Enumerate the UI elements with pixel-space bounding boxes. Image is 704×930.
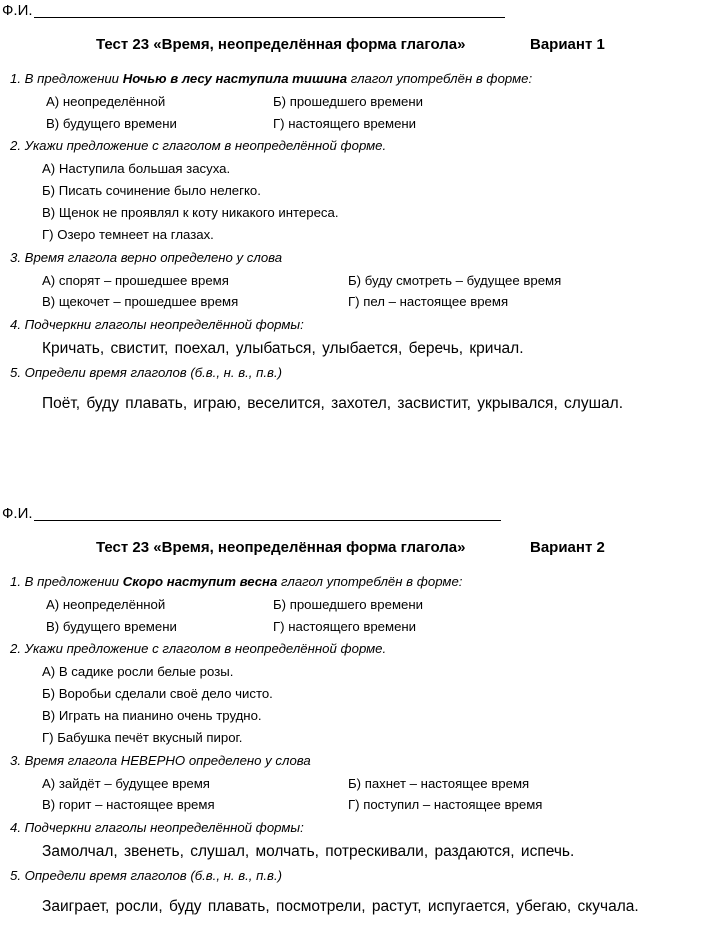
answer-option: Г) Озеро темнеет на глазах. (42, 227, 214, 242)
question-suffix: глагол употреблён в форме: (350, 71, 533, 86)
answer-option: Г) пел – настоящее время (348, 294, 509, 309)
answer-option: А) неопределённой (46, 94, 166, 109)
question-number: 1. (10, 71, 21, 86)
question-prefix: В предложении (24, 71, 120, 86)
question-number: 2. (10, 641, 21, 656)
answer-option: Г) настоящего времени (273, 116, 417, 131)
word-list: Замолчал, звенеть, слушал, молчать, потрескивали, раздаются, испечь. (42, 843, 575, 860)
question-5 (10, 365, 282, 380)
question-number: 5. (10, 868, 21, 883)
question-prefix: В предложении (24, 574, 120, 589)
question-number: 4. (10, 820, 21, 835)
answer-option: Г) настоящего времени (273, 619, 417, 634)
question-1 (10, 71, 532, 86)
answer-option: Б) буду смотреть – будущее время (348, 273, 562, 288)
question-2 (10, 138, 386, 153)
test-title: Тест 23 «Время, неопределённая форма глагола» (96, 36, 466, 53)
answer-option: А) зайдёт – будущее время (42, 776, 210, 791)
question-number: 2. (10, 138, 21, 153)
answer-option: Б) пахнет – настоящее время (348, 776, 530, 791)
word-list: Поёт, буду плавать, играю, веселится, захотел, засвистит, укрывался, слушал. (42, 395, 624, 412)
answer-option: Б) прошедшего времени (273, 597, 423, 612)
question-sentence: Ночью в лесу наступила тишина (122, 71, 348, 86)
answer-option: В) щекочет – прошедшее время (42, 294, 239, 309)
fio-line (34, 17, 505, 18)
question-text: Определи время глаголов (б.в., н. в., п.в.) (24, 868, 282, 883)
fio-label: Ф.И. (2, 2, 33, 19)
question-3 (10, 753, 311, 768)
answer-option: В) Щенок не проявлял к коту никакого интереса. (42, 205, 339, 220)
answer-option: В) будущего времени (46, 116, 177, 131)
question-5 (10, 868, 282, 883)
question-text: Укажи предложение с глаголом в неопределённой форме. (24, 641, 387, 656)
answer-option: Б) Воробьи сделали своё дело чисто. (42, 686, 273, 701)
question-number: 1. (10, 574, 21, 589)
answer-option: В) горит – настоящее время (42, 797, 215, 812)
answer-option: Г) поступил – настоящее время (348, 797, 543, 812)
variant-label: Вариант 2 (530, 539, 605, 556)
question-2 (10, 641, 386, 656)
answer-option: А) Наступила большая засуха. (42, 161, 231, 176)
test-title: Тест 23 «Время, неопределённая форма глагола» (96, 539, 466, 556)
answer-option: А) спорят – прошедшее время (42, 273, 229, 288)
question-suffix: глагол употреблён в форме: (281, 574, 463, 589)
question-number: 5. (10, 365, 21, 380)
answer-option: Б) прошедшего времени (273, 94, 423, 109)
answer-option: Б) Писать сочинение было нелегко. (42, 183, 261, 198)
word-list: Заиграет, росли, буду плавать, посмотрели, растут, испугается, убегаю, скучала. (42, 898, 639, 915)
question-4 (10, 820, 304, 835)
answer-option: В) будущего времени (46, 619, 177, 634)
question-text: Время глагола НЕВЕРНО определено у слова (24, 753, 311, 768)
question-number: 3. (10, 753, 21, 768)
word-list: Кричать, свистит, поехал, улыбаться, улыбается, беречь, кричал. (42, 340, 524, 357)
question-text: Подчеркни глаголы неопределённой формы: (24, 317, 304, 332)
question-text: Укажи предложение с глаголом в неопределённой форме. (24, 138, 387, 153)
answer-option: Г) Бабушка печёт вкусный пирог. (42, 730, 243, 745)
fio-line (34, 520, 501, 521)
answer-option: В) Играть на пианино очень трудно. (42, 708, 262, 723)
question-number: 3. (10, 250, 21, 265)
fio-label: Ф.И. (2, 505, 33, 522)
question-number: 4. (10, 317, 21, 332)
answer-option: А) В садике росли белые розы. (42, 664, 234, 679)
question-sentence: Скоро наступит весна (122, 574, 278, 589)
question-text: Время глагола верно определено у слова (24, 250, 283, 265)
question-4 (10, 317, 304, 332)
variant-label: Вариант 1 (530, 36, 605, 53)
question-3 (10, 250, 282, 265)
question-text: Определи время глаголов (б.в., н. в., п.в.) (24, 365, 282, 380)
answer-option: А) неопределённой (46, 597, 166, 612)
question-text: Подчеркни глаголы неопределённой формы: (24, 820, 304, 835)
question-1 (10, 574, 462, 589)
